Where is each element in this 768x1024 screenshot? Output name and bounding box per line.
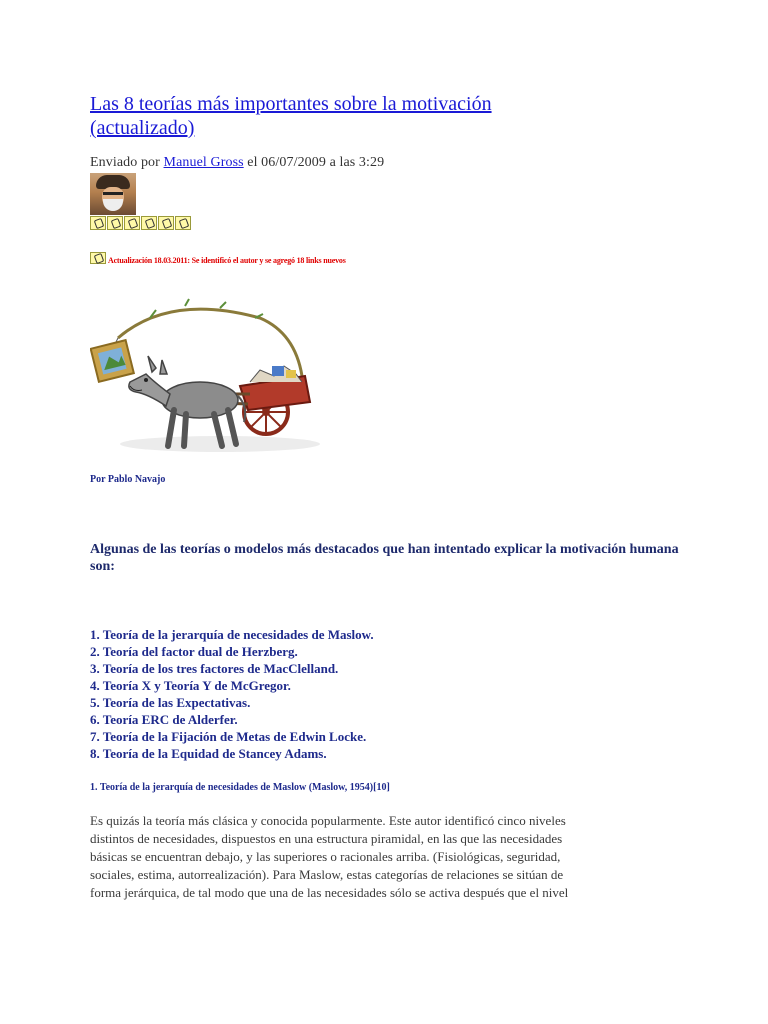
avatar-beard (103, 199, 123, 211)
avatar-glasses (103, 192, 123, 195)
title-line-2[interactable]: (actualizado) (90, 117, 195, 139)
body-line: distintos de necesidades, dispuestos en una estructura piramidal, en las que las necesidades (90, 831, 563, 846)
theory-list (90, 626, 374, 762)
list-item: 8. Teoría de la Equidad de Stancey Adams. (90, 746, 327, 761)
author-link[interactable]: Manuel Gross (163, 155, 244, 170)
title-line-1[interactable]: Las 8 teorías más importantes sobre la motivación (90, 93, 492, 115)
rating-icon[interactable] (107, 216, 123, 230)
intro-paragraph: Algunas de las teorías o modelos más destacados que han intentado explicar la motivación humana son: (90, 542, 679, 574)
list-item: 1. Teoría de la jerarquía de necesidades de Maslow. (90, 627, 374, 642)
list-item: 4. Teoría X y Teoría Y de McGregor. (90, 678, 291, 693)
donkey-cart-illustration (90, 298, 326, 454)
rating-icon[interactable] (175, 216, 191, 230)
body-paragraph (90, 812, 670, 902)
byline-prefix: Enviado por (90, 155, 160, 170)
byline-date: el 06/07/2009 a las 3:29 (247, 155, 385, 170)
rating-icon[interactable] (90, 216, 106, 230)
article-title-link[interactable] (90, 92, 650, 140)
body-line: básicas se encuentran debajo, y las superiores o racionales arriba. (Fisiológicas, seguridad, (90, 849, 561, 864)
byline (90, 155, 384, 171)
list-item: 2. Teoría del factor dual de Herzberg. (90, 644, 298, 659)
update-note (90, 250, 346, 265)
list-item: 6. Teoría ERC de Alderfer. (90, 712, 238, 727)
list-item: 5. Teoría de las Expectativas. (90, 695, 251, 710)
update-note-text: Actualización 18.03.2011: Se identificó el autor y se agregó 18 links nuevos (108, 256, 346, 265)
image-credit: Por Pablo Navajo (90, 474, 166, 485)
body-line: sociales, estima, autorrealización). Para Maslow, estas categorías de relaciones se sitúan de (90, 867, 564, 882)
rating-icon[interactable] (124, 216, 140, 230)
body-line: forma jerárquica, de tal modo que una de las necesidades sólo se activa después que el nivel (90, 885, 569, 900)
list-item: 7. Teoría de la Fijación de Metas de Edwin Locke. (90, 729, 367, 744)
rating-icons (90, 216, 191, 230)
body-line: Es quizás la teoría más clásica y conocida popularmente. Este autor identificó cinco niveles (90, 813, 566, 828)
section-heading-maslow: 1. Teoría de la jerarquía de necesidades de Maslow (Maslow, 1954)[10] (90, 782, 390, 793)
rating-icon[interactable] (141, 216, 157, 230)
note-icon (90, 252, 106, 264)
author-avatar[interactable] (90, 173, 136, 215)
rating-icon[interactable] (158, 216, 174, 230)
list-item: 3. Teoría de los tres factores de MacClelland. (90, 661, 339, 676)
